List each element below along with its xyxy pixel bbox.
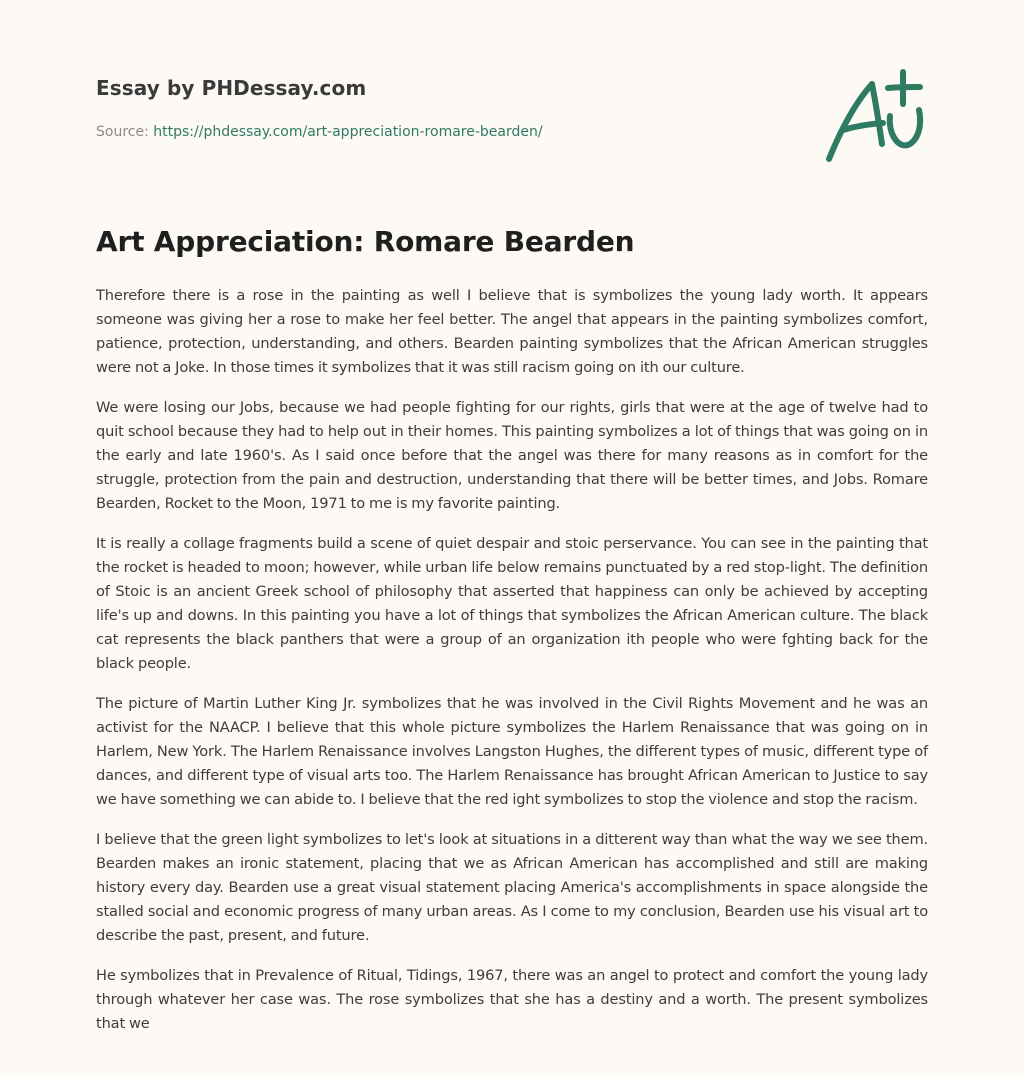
brand-title: Essay by PHDessay.com [96,76,367,100]
source-label: Source: [96,124,149,140]
essay-paragraph: Therefore there is a rose in the painting as well I believe that is symbolizes the young lady worth. It appears someone was giving her a rose to make her feel better. The angel that appears in the painting symbolizes comfort, patience, protection, understanding, and others. Bearden painting symbolizes that the African American struggles were not a Joke. In those times it symbolizes that it was still racism going on ith our culture. [96,287,928,376]
essay-body [96,284,928,1052]
essay-paragraph: We were losing our Jobs, because we had people fighting for our rights, girls that were at the age of twelve had to quit school because they had to help out in their homes. This painting symbolizes a lot of things that was going on in the early and late 1960's. As I said once before that the angel was there for many reasons as in comfort for the struggle, protection from the pain and destruction, understanding that there will be better times, and Jobs. Romare Bearden, Rocket to the Moon, 1971 to me is my favorite painting. [96,399,928,512]
essay-paragraph: He symbolizes that in Prevalence of Ritual, Tidings, 1967, there was an angel to protect and comfort the young lady through whatever her case was. The rose symbolizes that she has a destiny and a worth. The present symbolizes that we [96,967,928,1032]
essay-paragraph: The picture of Martin Luther King Jr. symbolizes that he was involved in the Civil Rights Movement and he was an activist for the NAACP. I believe that this whole picture symbolizes the Harlem Renaissance that was going on in Harlem, New York. The Harlem Renaissance involves Langston Hughes, the different types of music, different type of dances, and different type of visual arts too. The Harlem Renaissance has brought African American to Justice to say we have something we can abide to. I believe that the red ight symbolizes to stop the violence and stop the racism. [96,695,928,808]
source-line [96,124,543,140]
essay-title: Art Appreciation: Romare Bearden [96,225,635,258]
source-link[interactable]: https://phdessay.com/art-appreciation-romare-bearden/ [153,124,543,140]
a-plus-grade-icon [826,68,926,164]
essay-paragraph: It is really a collage fragments build a scene of quiet despair and stoic perservance. You can see in the painting that the rocket is headed to moon; however, while urban life below remains punctuated by a red stop-light. The definition of Stoic is an ancient Greek school of philosophy that asserted that happiness can only be achieved by accepting life's up and downs. In this painting you have a lot of things that symbolizes the African American culture. The black cat represents the black panthers that were a group of an organization ith people who were fghting back for the black people. [96,535,928,672]
essay-paragraph: I believe that the green light symbolizes to let's look at situations in a ditterent way than what the way we see them. Bearden makes an ironic statement, placing that we as African American has accomplished and still are making history every day. Bearden use a great visual statement placing America's accomplishments in space alongside the stalled social and economic progress of many urban areas. As I come to my conclusion, Bearden use his visual art to describe the past, present, and future. [96,831,928,944]
